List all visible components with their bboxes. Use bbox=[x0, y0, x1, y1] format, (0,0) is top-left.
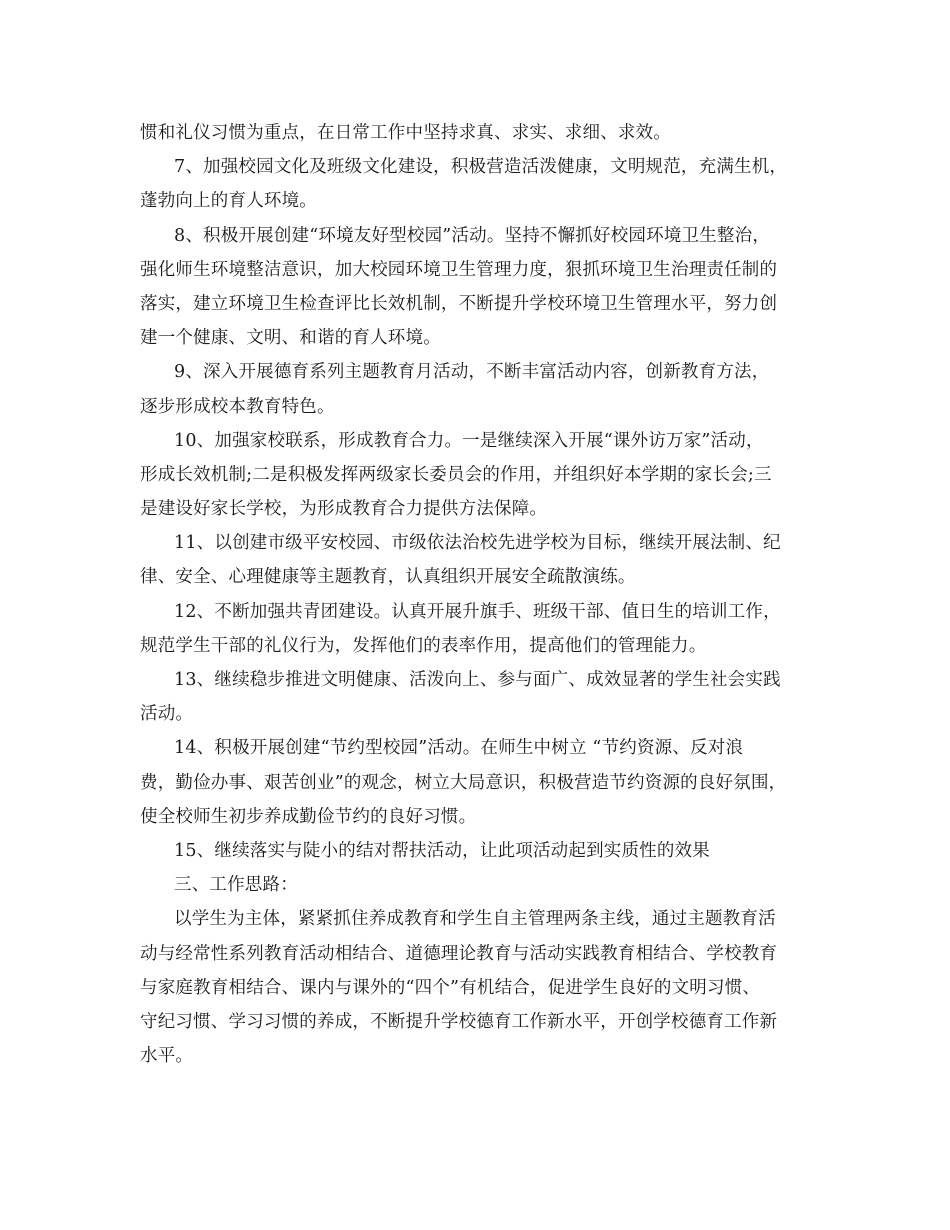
text-line: 12、不断加强共青团建设。认真开展升旗手、班级干部、值日生的培训工作， bbox=[174, 601, 781, 622]
text-line: 三、工作思路： bbox=[174, 875, 298, 896]
document-body bbox=[140, 116, 830, 1073]
text-line: 形成长效机制;二是积极发挥两级家长委员会的作用，并组织好本学期的家长会;三 bbox=[140, 464, 772, 485]
text-line: 强化师生环境整洁意识，加大校园环境卫生管理力度，狠抓环境卫生治理责任制的 bbox=[140, 259, 778, 280]
text-line: 落实，建立环境卫生检查评比长效机制，不断提升学校环境卫生管理水平，努力创 bbox=[140, 293, 778, 314]
text-line: 建一个健康、文明、和谐的育人环境。 bbox=[140, 328, 441, 349]
text-line: 律、安全、心理健康等主题教育，认真组织开展安全疏散演练。 bbox=[140, 567, 636, 588]
text-line: 惯和礼仪习惯为重点，在日常工作中坚持求真、求实、求细、求效。 bbox=[140, 123, 671, 143]
text-line: 以学生为主体，紧紧抓住养成教育和学生自主管理两条主线，通过主题教育活 bbox=[174, 909, 776, 930]
text-line: 13、继续稳步推进文明健康、活泼向上、参与面广、成效显著的学生社会实践 bbox=[174, 670, 781, 690]
text-line: 15、继续落实与陡小的结对帮扶活动，让此项活动起到实质性的效果 bbox=[174, 840, 710, 861]
text-line: 7、加强校园文化及班级文化建设，积极营造活泼健康，文明规范，充满生机， bbox=[174, 157, 788, 178]
text-line: 使全校师生初步养成勤俭节约的良好习惯。 bbox=[140, 806, 477, 827]
text-line: 14、积极开展创建“节约型校园”活动。在师生中树立 “节约资源、反对浪 bbox=[174, 738, 744, 759]
text-line: 规范学生干部的礼仪行为，发挥他们的表率作用，提高他们的管理能力。 bbox=[140, 635, 707, 656]
text-line: 逐步形成校本教育特色。 bbox=[140, 396, 335, 417]
text-line: 是建设好家长学校，为形成教育合力提供方法保障。 bbox=[140, 499, 548, 520]
text-line: 守纪习惯、学习习惯的养成，不断提升学校德育工作新水平，开创学校德育工作新 bbox=[140, 1011, 778, 1032]
text-line: 蓬勃向上的育人环境。 bbox=[140, 191, 317, 212]
text-line: 与家庭教育相结合、课内与课外的“四个”有机结合，促进学生良好的文明习惯、 bbox=[140, 977, 761, 998]
text-line: 水平。 bbox=[140, 1046, 194, 1067]
text-line: 10、加强家校联系，形成教育合力。一是继续深入开展“课外访万家”活动， bbox=[174, 430, 764, 451]
text-line: 8、积极开展创建“环境友好型校园”活动。坚持不懈抓好校园环境卫生整治， bbox=[174, 225, 771, 246]
text-line: 费，勤俭办事、艰苦创业”的观念，树立大局意识，积极营造节约资源的良好氛围， bbox=[140, 772, 787, 793]
text-line: 9、深入开展德育系列主题教育月活动，不断丰富活动内容，创新教育方法， bbox=[174, 362, 770, 383]
text-line: 动与经常性系列教育活动相结合、道德理论教育与活动实践教育相结合、学校教育 bbox=[140, 943, 778, 964]
text-line: 11、以创建市级平安校园、市级依法治校先进学校为目标，继续开展法制、纪 bbox=[174, 533, 781, 554]
text-line: 活动。 bbox=[140, 704, 194, 725]
